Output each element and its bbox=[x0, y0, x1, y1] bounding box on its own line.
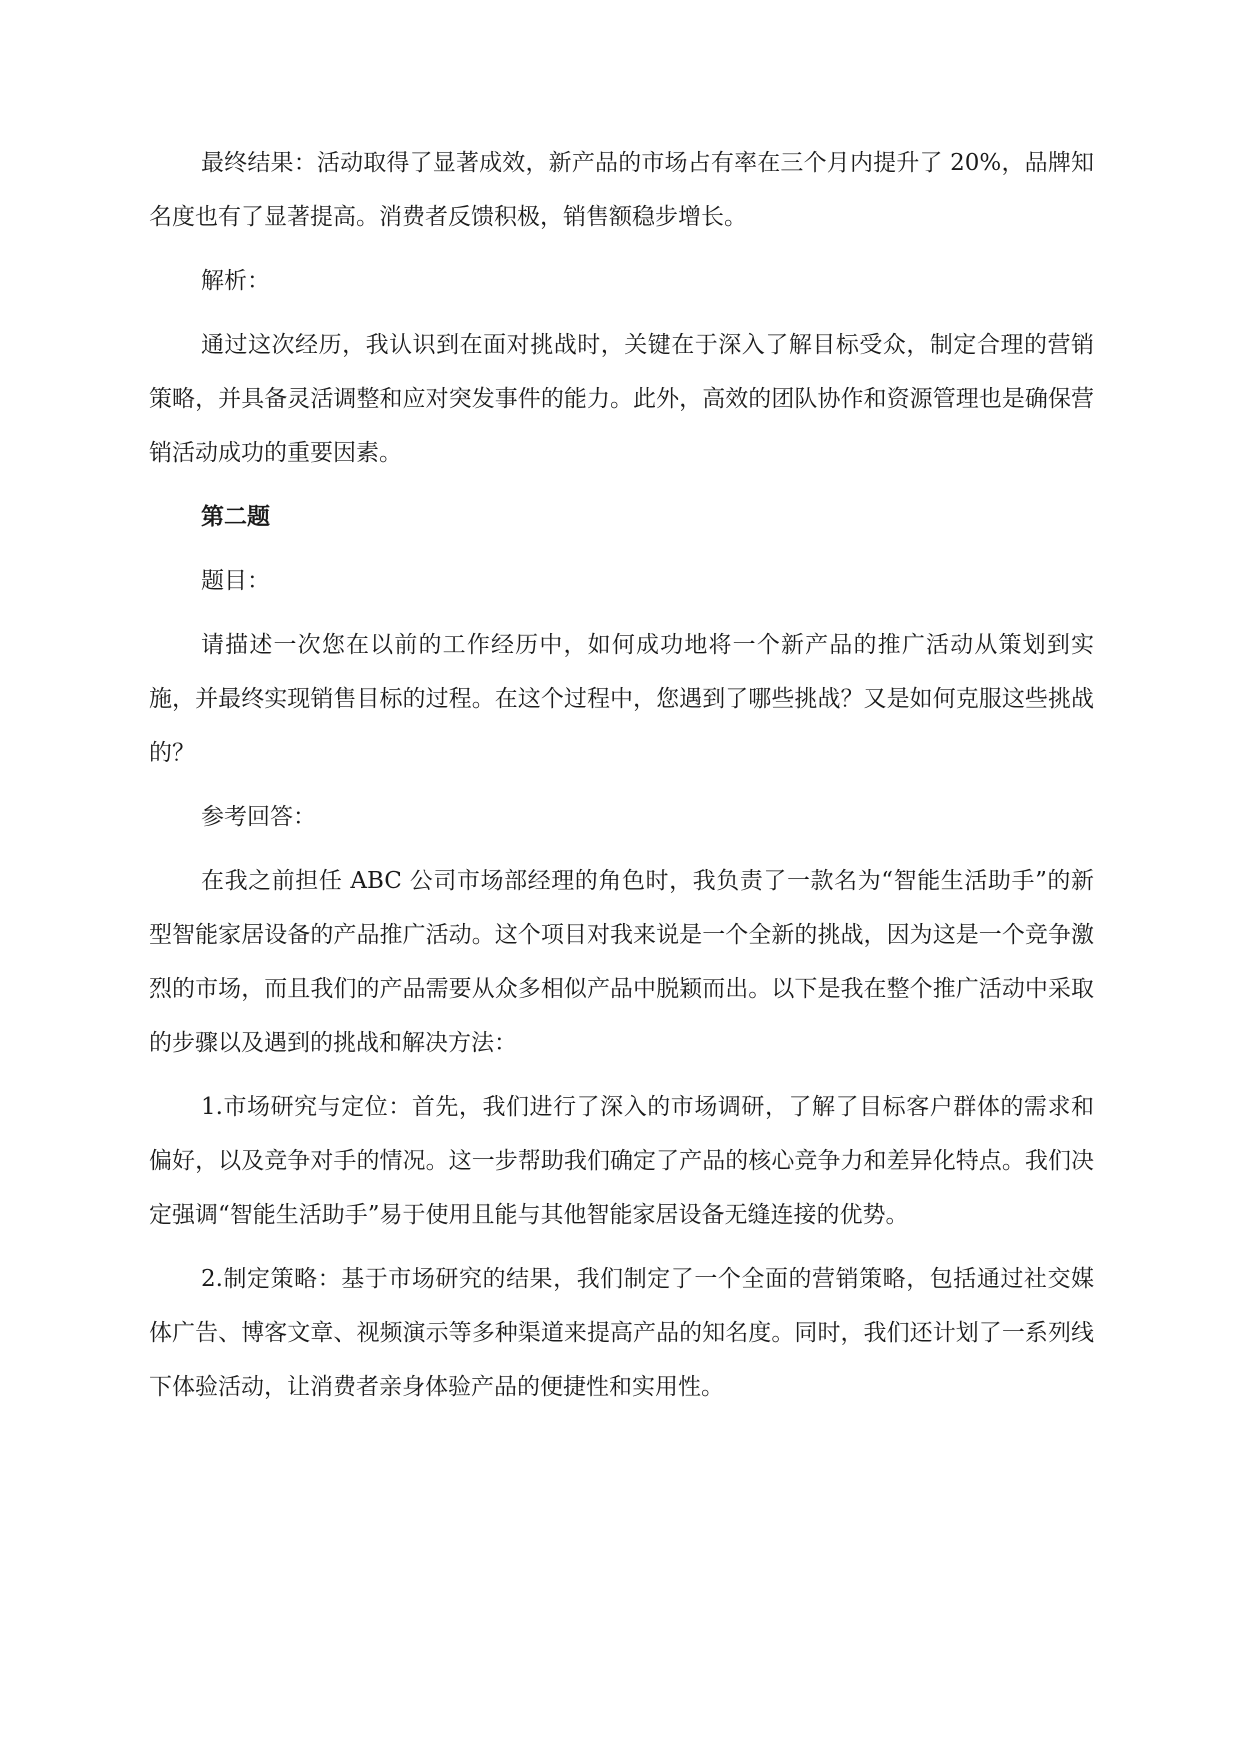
paragraph-gap bbox=[149, 544, 1094, 554]
paragraph-gap bbox=[149, 1242, 1094, 1252]
section-heading: 第二题 bbox=[201, 503, 270, 530]
paragraph-gap bbox=[149, 480, 1094, 490]
paragraph-question-label: 题目： bbox=[201, 568, 270, 594]
paragraph-step-1: 1.市场研究与定位：首先，我们进行了深入的市场调研，了解了目标客户群体的需求和偏好，以及竞争对手的情况。这一步帮助我们确定了产品的核心竞争力和差异化特点。我们决定强调“智能生活助手”易于使用且能与其他智能家居设备无缝连接的优势。 bbox=[149, 1094, 1094, 1228]
paragraph-gap bbox=[149, 844, 1094, 854]
paragraph-gap bbox=[149, 244, 1094, 254]
paragraph-analysis: 通过这次经历，我认识到在面对挑战时，关键在于深入了解目标受众，制定合理的营销策略，并具备灵活调整和应对突发事件的能力。此外，高效的团队协作和资源管理也是确保营销活动成功的重要因素。 bbox=[149, 332, 1094, 466]
paragraph-gap bbox=[149, 1070, 1094, 1080]
paragraph-gap bbox=[149, 780, 1094, 790]
paragraph-gap bbox=[149, 608, 1094, 618]
paragraph-step-2: 2.制定策略：基于市场研究的结果，我们制定了一个全面的营销策略，包括通过社交媒体广告、博客文章、视频演示等多种渠道来提高产品的知名度。同时，我们还计划了一系列线下体验活动，让消费者亲身体验产品的便捷性和实用性。 bbox=[149, 1266, 1094, 1400]
document-body bbox=[149, 136, 1094, 1414]
paragraph-answer-label: 参考回答： bbox=[201, 804, 316, 830]
paragraph-question: 请描述一次您在以前的工作经历中，如何成功地将一个新产品的推广活动从策划到实施，并最终实现销售目标的过程。在这个过程中，您遇到了哪些挑战？又是如何克服这些挑战的？ bbox=[149, 632, 1094, 766]
paragraph-gap bbox=[149, 308, 1094, 318]
paragraph-final-result: 最终结果：活动取得了显著成效，新产品的市场占有率在三个月内提升了 20%，品牌知名度也有了显著提高。消费者反馈积极，销售额稳步增长。 bbox=[149, 150, 1094, 230]
paragraph-answer-intro: 在我之前担任 ABC 公司市场部经理的角色时，我负责了一款名为“智能生活助手”的新型智能家居设备的产品推广活动。这个项目对我来说是一个全新的挑战，因为这是一个竞争激烈的市场，而且我们的产品需要从众多相似产品中脱颖而出。以下是我在整个推广活动中采取的步骤以及遇到的挑战和解决方法： bbox=[149, 868, 1094, 1056]
paragraph-analysis-label: 解析： bbox=[201, 268, 270, 294]
